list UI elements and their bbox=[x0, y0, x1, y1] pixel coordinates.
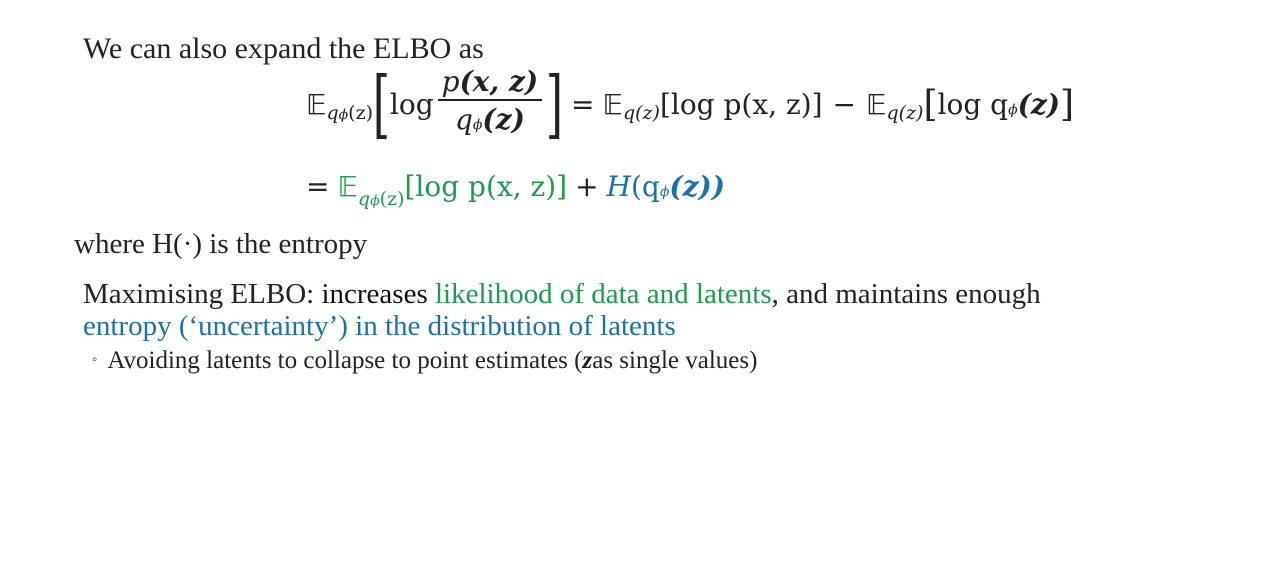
entropy-definition: where H(·) is the entropy bbox=[74, 228, 368, 260]
plus-sign: + bbox=[575, 170, 599, 203]
equals-sign-2: = bbox=[306, 170, 330, 203]
expectation-subscript-3: q(z) bbox=[886, 102, 924, 124]
minus-sign: − bbox=[832, 87, 857, 121]
expectation-symbol-2: 𝔼 bbox=[602, 87, 623, 121]
expectation-symbol: 𝔼 bbox=[306, 87, 327, 121]
maximising-line-1 bbox=[83, 278, 1041, 311]
bullet-text-after: as single values) bbox=[592, 347, 758, 374]
maximising-middle: , and maintains enough bbox=[771, 278, 1041, 310]
bullet-text-before: Avoiding latents to collapse to point estimates ( bbox=[107, 347, 583, 374]
equals-sign: = bbox=[571, 87, 595, 121]
bullet-point bbox=[92, 347, 757, 375]
likelihood-term: 𝔼$_{q\phi(z)}$[log p(x, z)] bbox=[337, 170, 568, 210]
right-bracket: ] bbox=[545, 61, 564, 147]
entropy-highlight: entropy (‘uncertainty’) in the distribution of latents bbox=[83, 310, 676, 342]
elbo-expansion-equation: 𝔼 qϕ(z) [ log $\frac{p(x, z)}{q\phi(z)}$ ] = 𝔼 q(z) [log p(x, z)] − 𝔼 q(z) [ log qϕ(z) ] bbox=[306, 61, 1075, 147]
fraction-numerator: p(x, z) bbox=[438, 65, 543, 101]
bullet-marker-icon: ◦ bbox=[92, 351, 98, 368]
expectation-subscript: qϕ(z) bbox=[326, 102, 373, 124]
elbo-entropy-equation bbox=[306, 170, 726, 210]
entropy-term: H(qϕ(z)) bbox=[606, 170, 726, 203]
bullet-variable: z bbox=[582, 347, 593, 374]
likelihood-highlight: likelihood of data and latents bbox=[434, 278, 772, 310]
expectation-subscript-2: q(z) bbox=[622, 102, 660, 124]
intro-text: We can also expand the ELBO as bbox=[83, 32, 484, 65]
fraction bbox=[438, 65, 543, 144]
rhs-term-2: log qϕ(z) bbox=[937, 87, 1061, 121]
expectation-symbol-3: 𝔼 bbox=[866, 87, 887, 121]
rhs-term-1: [log p(x, z)] bbox=[659, 87, 823, 121]
increases-word: increases bbox=[321, 278, 428, 310]
fraction-denominator: qϕ(z) bbox=[454, 102, 525, 136]
log-label: log bbox=[389, 87, 434, 121]
left-bracket: [ bbox=[372, 61, 391, 147]
maximising-prefix: Maximising ELBO: bbox=[83, 278, 315, 310]
